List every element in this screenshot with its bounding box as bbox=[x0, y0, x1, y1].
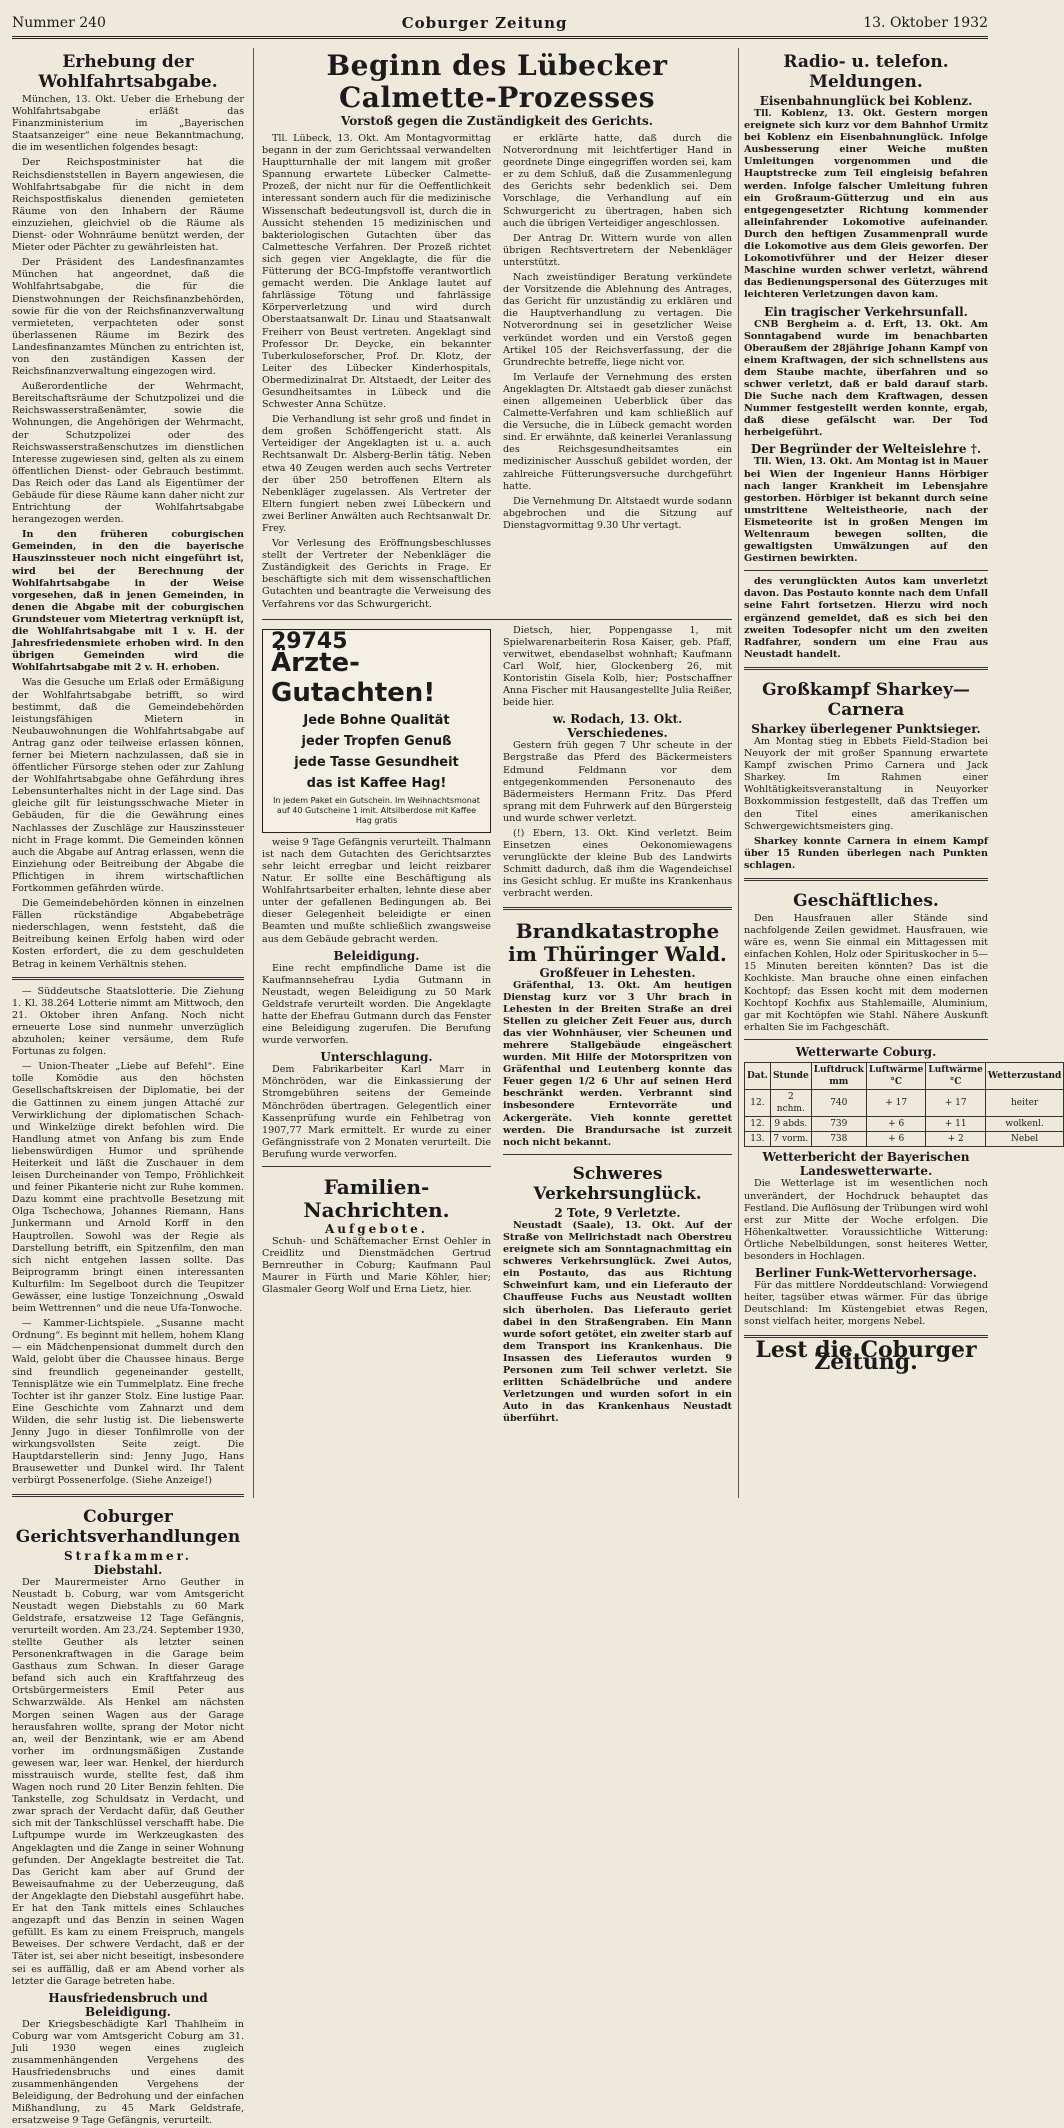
table-cell: + 17 bbox=[866, 1090, 925, 1117]
column-middle bbox=[262, 48, 732, 1498]
article-title: Brandkatastrophe im Thüringer Wald. bbox=[508, 918, 727, 966]
table-cell: 7 vorm. bbox=[770, 1132, 811, 1147]
table-cell: + 11 bbox=[926, 1117, 985, 1132]
article-paragraph: weise 9 Tage Gefängnis verurteilt. Thalmann ist nach dem Gutachten des Gerichtsarztes sehr leicht erregbar und leicht reizbarer Natur. Er sollte eine Beschäftigung als Wohlfahrtsarbeiter erhalten, lehnte diese aber unter der gefallenen Bedingungen ab. Bei dieser Gelegenheit beleidigte er einen Beamten und mußte schließlich zwangsweise aus dem Gebäude gebracht werden. bbox=[262, 836, 491, 945]
table-header-cell: Luftdruck mm bbox=[811, 1062, 866, 1089]
article-paragraph: Gräfenthal, 13. Okt. Am heutigen Dienstag kurz vor 3 Uhr brach in Lehesten in der Breiten Straße an drei Stellen zu gleicher Zeit Feuer aus, durch das vier Wohnhäuser, vier Scheunen und mehrere Stallgebäude eingeäschert wurden. Mit Hilfe der Motorspritzen von Gräfenthal und Leutenberg konnte das Feuer gegen 1/2 6 Uhr auf seinen Herd beschränkt werden. Verbrannt sind insbesondere Erntevorräte und Ackergeräte. Vieh konnte gerettet werden. Die Brandursache ist zurzeit noch nicht bekannt. bbox=[503, 979, 732, 1148]
divider bbox=[262, 619, 732, 620]
ad-headline: Ärzte-Gutachten! bbox=[271, 647, 436, 708]
table-cell: 12. bbox=[745, 1117, 771, 1132]
local-news-item: — Union-Theater „Liebe auf Befehl“. Eine tolle Komödie aus den höchsten Gesellschaftskreisen der Diplomatie, bei der die Gattinnen zu einem jungen Attaché zur Verwirklichung der diplomatischen Schach- und Winkelzüge direkt befohlen wird. Die Handlung atmet von Anfang bis zum Ende liebenswürdigen Humor und sprühende Heiterkeit und läßt die Zuschauer in dem leisen Durcheinander von Tempo, Fröhlichkeit und feiner Pikanterie nicht zur Ruhe kommen. Dazu kommt eine prachtvolle Besetzung mit Olga Tschechowa, Johannes Riemann, Hans Junkermann und Arnold Korff in den Hauptrollen. Sowohl was der Regie als Darstellung betrifft, ein Spitzenfilm, den man sich nicht entgehen lassen sollte. Das Beiprogramm bringt einen interessanten Kulturfilm: Im Segelboot durch die Teupitzer Gewässer, eine lustige Tonzeichnung „Oswald beim Wettrennen“ und die neue Ufa-Tonwoche. bbox=[12, 1061, 244, 1315]
page-number: Nummer 240 bbox=[12, 15, 106, 31]
article-paragraph: Tll. Wien, 13. Okt. Am Montag ist in Mauer bei Wien der Ingenieur Hanns Hörbiger nach langer Krankheit im Lebensjahre gestorben. Hörbiger ist bekannt durch seine umstrittene Welteistheorie, nach der Eismeteorite ist in großen Mengen im Weltenraum bewegen sollten, die gewaltigsten Umwälzungen auf den Gestirnen bewirkten. bbox=[744, 456, 988, 565]
section-title: Radio- u. telefon. Meldungen. bbox=[783, 52, 949, 92]
article-paragraph: Dietsch, hier, Poppengasse 1, mit Spielwarenarbeiterin Rosa Kaiser, geb. Pfaff, verwitwet, ebendaselbst wohnhaft; Kaufmann Carl Wolf, hier, Glockenberg 26, mit Kontoristin Gisela Kolb, hier; Postschaffner Anna Fischer mit Hausangestellte Julia Reißer, beide hier. bbox=[503, 624, 732, 709]
issue-date: 13. Oktober 1932 bbox=[863, 15, 988, 31]
table-cell: heiter bbox=[985, 1090, 1063, 1117]
local-news-item: — Kammer-Lichtspiele. „Susanne macht Ordnung“. Es beginnt mit hellem, hohem Klang — ein Mädchenpensionat dummelt durch den Wald, gelobt über die Chaussee hinaus. Berge sind freundlich gegeneinander gestellt, Tennisplätze wie ein Tummelplatz. Eine freche Tochter ist ihr ganzer Stolz. Eine lustige Paar. Eine Geschichte vom Zahnarzt und dem Wilden, die sehr lustig ist. Die liebenswerte Jenny Jugo in dieser Tonfilmrolle von der wirkungsvollsten Seite zeigt. Die Hauptdarstellerin sind: Jenny Jugo, Hans Brausewetter und Dunkel wird. Ihr Talent verbürgt Possenerfolge. (Siehe Anzeige!) bbox=[12, 1318, 244, 1487]
article-paragraph: Die Gemeindebehörden können in einzelnen Fällen rückständige Abgabebeträge niederschlagen, wenn feststeht, daß die Beitreibung keinen Erfolg haben wird oder Kosten erfordert, die zu dem geschuldeten Betrag in keinem Verhältnis stehen. bbox=[12, 898, 244, 970]
newspaper-promo: Lest die Coburger Zeitung. bbox=[744, 1335, 988, 1368]
article-paragraph: Die Verhandlung ist sehr groß und findet in dem großen Schöffengericht statt. Als Verteidiger der Angeklagten ist u. a. auch Rechtsanwalt Dr. Alsberg-Berlin tätig. Neben etwa 40 Zeugen werden auch sechs Vertreter der über 250 betroffenen Eltern als Nebenkläger zugelassen. Als Vertreter der Eltern fungiert neben zwei Lübeckern und zwei Berliner Anwälten auch Rechtsanwalt Dr. Frey. bbox=[262, 414, 491, 534]
table-cell: 13. bbox=[745, 1132, 771, 1147]
article-paragraph: Eine recht empfindliche Dame ist die Kaufmannsehefrau Lydia Gutmann in Neustadt, wegen Beleidigung zu 50 Mark Geldstrafe verurteilt worden. Die Angeklagte hatte der Ehefrau Gutmann durch das Fenster eine Beleidigung zugerufen. Die Berufung wurde verworfen. bbox=[262, 962, 491, 1047]
divider bbox=[12, 977, 244, 980]
table-cell: 738 bbox=[811, 1132, 866, 1147]
article-paragraph: Dem Fabrikarbeiter Karl Marr in Mönchröden, war die Einkassierung der Stromgebühren seitens der Gemeinde Mönchröden übertragen. Gelegentlich einer Kassenprüfung wurde ein Fehlbetrag von 1907,77 Mark ermittelt. Er wurde zu einer Gefängnisstrafe von 2 Monaten verurteilt. Die Berufung wurde verworfen. bbox=[262, 1064, 491, 1160]
column-rule bbox=[253, 48, 254, 1498]
article-paragraph: Der Reichspostminister hat die Reichsdienststellen in Bayern angewiesen, die Wohlfahrtsabgabe für die nicht in dem Reichspostfiskalus dienenden gemieteten Räume von den Inhabern der Räume einzuziehen, gleichviel ob die Räume als Dienst- oder Wohnräume benützt werden, der Mieter oder Pächter zu gewährleisten hat. bbox=[12, 157, 244, 254]
article-paragraph: Nach zweistündiger Beratung verkündete der Vorsitzende die Ablehnung des Antrages, das Gericht für unzuständig zu erklären und die Hauptverhandlung zu vertagen. Die Notverordnung sei in gesetzlicher Weise verkündet worden und ein Verstoß gegen Artikel 105 der Reichsverfassung, der die Grundrechte betreffe, liege nicht vor. bbox=[503, 272, 732, 368]
article-paragraph: In den früheren coburgischen Gemeinden, in den die bayerische Hauszinssteuer noch nicht eingeführt ist, wird bei der Berechnung der Wohlfahrtsabgabe in der Weise vorgesehen, daß in jenen Gemeinden, in denen die Abgabe mit der coburgischen Grundsteuer vom Mietertrag verknüpft ist, die Wohlfahrtsabgabe mit 1 v. H. der Jahresfriedensmiete erhoben wird. In den übrigen Gemeinden wird die Wohlfahrtsabgabe mit 2 v. H. erhoben. bbox=[12, 529, 244, 674]
table-cell: 9 abds. bbox=[770, 1117, 811, 1132]
subheading: Berliner Funk-Wettervorhersage. bbox=[755, 1266, 977, 1281]
article-paragraph: Die Wetterlage ist im wesentlichen noch unverändert, der Hochdruck behauptet das Festland. Die Auflösung der Trübungen wird wohl erst zur Mitte der Woche erfolgen. Die Höhenkaltwetter. Voraussichtliche Witterung: Örtliche Nebelbildungen, sonst heiteres Wetter, besonders in Hochlagen. bbox=[744, 1178, 988, 1263]
article-title: Erhebung der Wohlfahrtsabgabe. bbox=[38, 52, 218, 92]
article-paragraph: Der Kriegsbeschädigte Karl Thahlheim in Coburg war vom Amtsgericht Coburg am 31. Juli 1930 wegen eines zugleich zusammenhängenden Vergehens des Hausfriedensbruchs und eines damit zusammenhängenden Vergehens der Beleidigung, der Bedrohung und der einfachen Mißhandlung, zu 45 Mark Geldstrafe, ersatzweise 9 Tage Gefängnis, verurteilt. bbox=[12, 2018, 244, 2127]
article-paragraph: Die Vernehmung Dr. Altstaedt wurde sodann abgebrochen und die Sitzung auf Dienstagvormittag 9.30 Uhr vertagt. bbox=[503, 495, 732, 531]
article-paragraph: Für das mittlere Norddeutschland: Vorwiegend heiter, tagsüber etwas wärmer. Für das übrige Deutschland: Im Küstengebiet etwas Regen, sonst vielfach heiter, morgens Nebel. bbox=[744, 1280, 988, 1328]
section-title: Familien-Nachrichten. bbox=[303, 1175, 450, 1222]
article-paragraph: CNB Bergheim a. d. Erft, 13. Okt. Am Sonntagabend wurde im benachbarten Oberaußem der 28jährige Johann Kampf von einem Kraftwagen, der sich schnellstens aus dem Staube machte, überfahren und so schwer verletzt, daß er bald darauf starb. Die Suche nach dem Kraftwagen, dessen Nummer festgestellt werden konnte, ergab, daß diese gefälscht war. Der Tod herbeigeführt. bbox=[744, 318, 988, 439]
lead-subheadline: Vorstoß gegen die Zuständigkeit des Gerichts. bbox=[341, 114, 653, 128]
article-paragraph: Der Maurermeister Arno Geuther in Neustadt b. Coburg, war vom Amtsgericht Neustadt wegen Diebstahls zu 60 Mark Geldstrafe, ersatzweise 12 Tage Gefängnis, verurteilt worden. Am 23./24. September 1930, stellte Geuther als letzter seinen Personenkraftwagen in die Garage beim Gasthaus zum Schwan. In dieser Garage befand sich auch ein Kraftfahrzeug des Ortsbürgermeisters Emil Peter aus Schwarzwälde. Als Henkel am nächsten Morgen seinen Wagen aus der Garage herausfahren wollte, sprang der Motor nicht an, weil der Benzintank, wie er am Abend vorher im ordnungsmäßigen Zustande gewesen war, leer war. Henkel, der hierdurch misstrauisch wurde, stellte fest, daß ihm Wagen noch rund 20 Liter Benzin fehlten. Die Tankstelle, zog Schuldsatz in Verdacht, und zwar sprach der Verdacht dafür, daß Geuther sich mit der Tankschlüssel verschafft habe. Die Luftpumpe wurde im Werkzeugkasten des Angeklagten und die Zange in seiner Wohnung gefunden. Der Angeklagte bestreitet die Tat. Das Gericht kam aber auf Grund der Beweisaufnahme zu der Ueberzeugung, daß der Angeklagte den Diebstahl ausgeführt habe. Er hat den Tank mittels eines Schlauches angezapft und das Benzin in seinen Wagen gefüllt. Es kam zu einem Freispruch, mangels Beweises. Der schwere Verdacht, daß er der Täter ist, sei aber nicht beseitigt, insbesondere sei es auffällig, daß er am Abend vorher als letzter die Garage betreten habe. bbox=[12, 1576, 244, 1987]
subheading: Diebstahl. bbox=[93, 1562, 163, 1577]
article-title: Großkampf Sharkey—Carnera bbox=[762, 679, 970, 720]
subheading: Hausfriedensbruch und Beleidigung. bbox=[48, 1990, 208, 2019]
table-cell: + 6 bbox=[866, 1117, 925, 1132]
section-title: Geschäftliches. bbox=[793, 890, 939, 911]
table-header-cell: Luftwärme °C bbox=[926, 1062, 985, 1089]
table-cell: wolkenl. bbox=[985, 1117, 1063, 1132]
divider bbox=[12, 1494, 244, 1497]
lead-headline: Beginn des Lübecker Calmette-Prozesses bbox=[326, 49, 668, 114]
ad-fineprint: In jedem Paket ein Gutschein. Im Weihnachtsmonat auf 40 Gutscheine 1 imit. Altsilberdose mit Kaffee Hag gratis bbox=[273, 795, 480, 825]
article-paragraph: Im Verlaufe der Vernehmung des ersten Angeklagten Dr. Altstaedt gab dieser zunächst einen allgemeinen Ueberblick über das Calmette-Verfahren und kam schließlich auf die Versuche, die in Lübeck gemacht worden sind. Er erwähnte, daß keinerlei Veranlassung des Reichsgesundheitsamtes ein medizinischer Ausschuß gebildet worden, der zahlreiche Fütterungsversuche durchgeführt hatte. bbox=[503, 371, 732, 492]
article-subtitle: Sharkey überlegener Punktsieger. bbox=[751, 721, 981, 736]
divider bbox=[744, 1039, 988, 1040]
article-paragraph: Der Antrag Dr. Wittern wurde von allen übrigen Rechtsvertretern der Nebenkläger unterstützt. bbox=[503, 232, 732, 268]
column-rule bbox=[738, 48, 739, 1498]
table-cell: Nebel bbox=[985, 1132, 1063, 1147]
subheading: Wetterbericht der Bayerischen Landeswetterwarte. bbox=[762, 1150, 970, 1179]
article-paragraph: München, 13. Okt. Ueber die Erhebung der Wohlfahrtsabgabe erläßt das Finanzministerium im „Bayerischen Staatsanzeiger“ eine neue Bekanntmachung, die im wesentlichen folgendes besagt: bbox=[12, 94, 244, 154]
section-subtitle: Aufgebote. bbox=[325, 1222, 428, 1236]
table-row bbox=[745, 1117, 1064, 1132]
subheading: Eisenbahnunglück bei Koblenz. bbox=[759, 94, 973, 108]
table-cell: + 6 bbox=[866, 1132, 925, 1147]
local-news-item: — Süddeutsche Staatslotterie. Die Ziehung 1. Kl. 38.264 Lotterie nimmt am Mittwoch, den 21. Oktober ihren Anfang. Noch nicht erneuerte Lose sind nunmehr unverzüglich abzuholen; keiner versäume, dem Rufe Fortunas zu folgen. bbox=[12, 985, 244, 1058]
ad-slogan: das ist Kaffee Hag! bbox=[306, 775, 447, 791]
subheading: Ein tragischer Verkehrsunfall. bbox=[764, 304, 968, 319]
article-paragraph: Sharkey konnte Carnera in einem Kampf über 15 Runden überlegen nach Punkten schlagen. bbox=[744, 835, 988, 871]
ad-slogan: jede Tasse Gesundheit bbox=[294, 754, 459, 770]
table-cell: 12. bbox=[745, 1090, 771, 1117]
table-header-row bbox=[745, 1062, 1064, 1089]
table-row bbox=[745, 1132, 1064, 1147]
article-subtitle: 2 Tote, 9 Verletzte. bbox=[554, 1205, 681, 1220]
table-cell: 2 nchm. bbox=[770, 1090, 811, 1117]
subheading: w. Rodach, 13. Okt. Verschiedenes. bbox=[552, 712, 683, 741]
ad-slogan: Jede Bohne Qualität bbox=[303, 712, 450, 728]
divider bbox=[262, 1166, 491, 1167]
table-cell: 739 bbox=[811, 1117, 866, 1132]
subheading: Beleidigung. bbox=[333, 948, 420, 963]
article-title: Coburger Gerichtsverhandlungen bbox=[15, 1506, 241, 1547]
article-paragraph: Gestern früh gegen 7 Uhr scheute in der Bergstraße das Pferd des Bäckermeisters Edmund Feldmann vor dem entgegenkommenden Personenauto des Bädermeisters Hermann Fritz. Das Pferd sprang mit dem Fuhrwerk auf den Bürgersteig und wurde schwer verletzt. bbox=[503, 740, 732, 824]
weather-table bbox=[744, 1062, 1064, 1148]
divider bbox=[503, 907, 732, 910]
table-row bbox=[745, 1090, 1064, 1117]
subheading: Der Begründer der Welteislehre †. bbox=[750, 442, 982, 457]
article-subtitle: Großfeuer in Lehesten. bbox=[539, 965, 696, 980]
article-paragraph: Tll. Lübeck, 13. Okt. Am Montagvormittag begann in der zum Gerichtssaal verwandelten Hauptturnhalle der mit langem mit großer Spannung erwartete Lübecker Calmette-Prozeß, der nicht nur für die Oeffentlichkeit interessant sondern auch für die medizinische Wissenschaft bedeutungsvoll ist, durch die in Aussicht stehenden 15 medizinischen und bakteriologischen Gutachten über das Calmettesche Verfahren. Der Prozeß richtet sich gegen vier Angeklagte, die für die Fütterung der BCG-Impfstoffe verantwortlich gemacht werden. Die Anklage lautet auf fahrlässige Tötung und fahrlässige Körperverletzung und wird durch Oberstaatsanwalt Dr. Linau und Staatsanwalt Freiherr von Beust vertreten. Angeklagt sind Professor Dr. Deycke, ein bekannter Tuberkuloseforscher, Prof. Dr. Klotz, der Leiter des Lübecker Kinderhospitals, Obermedizinalrat Dr. Altstaedt, der Leiter des Gesundheitsamtes in Lübeck und die Schwester Anna Schütze. bbox=[262, 133, 491, 411]
article-paragraph: Vor Verlesung des Eröffnungsbeschlusses stellt der Vertreter der Nebenkläger die Zuständigkeit des Gerichts in Frage. Er beschäftigte sich mit dem wissenschaftlichen Gutachten und beantragte die Verweisung des Verfahrens vor das Schwurgericht. bbox=[262, 538, 491, 610]
table-cell: 740 bbox=[811, 1090, 866, 1117]
table-header-cell: Dat. bbox=[745, 1062, 771, 1089]
ad-slogan: jeder Tropfen Genuß bbox=[301, 733, 452, 749]
article-paragraph: er erklärte hatte, daß durch die Notverordnung mit leichtfertiger Hand in geordnete Dinge eingegriffen worden sei, kam er zu dem Schluß, daß die Zusammenlegung des Gerichts sehr bedenklich sei. Dem Vorschlage, die Verhandlung auf ein Schwurgericht zu übertragen, haben sich auch die übrigen Verteidiger angeschlossen. bbox=[503, 133, 732, 229]
article-paragraph: Der Präsident des Landesfinanzamtes München hat angeordnet, daß die Wohlfahrtsabgabe, die für die Dienstwohnungen der Reichsfinanzbehörden, sowie für die von der Reichsfinanzverwaltung vermieteten, verpachteten oder sonst überlassenen Räume im Bezirk des Landesfinanzamtes München zu entrichten ist, von den zuständigen Kassen der Reichsfinanzverwaltung eingezogen wird. bbox=[12, 257, 244, 378]
middle-lower-section bbox=[262, 625, 732, 1429]
article-paragraph: Schuh- und Schäftemacher Ernst Oehler in Creidlitz und Dienstmädchen Gertrud Bernreuther in Coburg; Kaufmann Paul Maurer in Fürth und Marie Köhler, hier; Glasmaler Georg Wolf und Erna Lietz, hier. bbox=[262, 1236, 491, 1296]
subheading: Unterschlagung. bbox=[320, 1050, 433, 1065]
divider bbox=[503, 1154, 732, 1155]
article-paragraph: Tll. Koblenz, 13. Okt. Gestern morgen ereignete sich kurz vor dem Bahnhof Urmitz bei Koblenz ein Eisenbahnunglück. Infolge Ausbesserung einer Weiche mußten Umleitungen vorgenommen und die Hauptstrecke zum Teil eingleisig befahren werden. Infolge falscher Umleitung fuhren ein Großraum-Gütterzug und ein aus entgegengesetzter Richtung kommender alleinfahrender Lokomotive aufeinander. Durch den heftigen Zusammenprall wurde die Lokomotive aus dem Gleis geworfen. Der Lokomotivführer und der Heizer dieser Maschine wurden schwer verletzt, während das Bedienungspersonal des Güterzuges mit leichteren Verletzungen davon kam. bbox=[744, 108, 988, 301]
masthead: Coburger Zeitung bbox=[401, 14, 568, 32]
table-header-cell: Luftwärme °C bbox=[866, 1062, 925, 1089]
article-paragraph: Neustadt (Saale), 13. Okt. Auf der Straße von Mellrichstadt nach Oberstreu ereignete sich am Sonntagnachmittag ein schweres Verkehrsunglück. Zwei Autos, ein Postauto, das aus Richtung Schweinfurt kam, und ein Lieferauto der Chauffeuse Fuchs aus Neustadt wollten sich überholen. Das Lieferauto geriet dabei in den Straßengraben. Ein Mann wurde sofort getötet, ein zweiter starb auf dem Transport ins Krankenhaus. Die Insassen des Lieferautos wurden 9 Personen zum Teil schwer verletzt. Sie erlitten Schädelbrüche und andere Verletzungen und wurden sofort in ein Auto in das Krankenhaus Neustadt überführt. bbox=[503, 1219, 732, 1425]
section-subtitle: Strafkammer. bbox=[64, 1548, 192, 1563]
article-paragraph: Was die Gesuche um Erlaß oder Ermäßigung der Wohlfahrtsabgabe betrifft, so wird bestimmt, daß die Gemeindebehörden leistungsfähigen Mietern in Neubauwohnungen die Wohlfahrtsabgabe auf Antrag ganz oder teilweise erlassen können, ferner bei Mietern nachzulassen, daß sie in öffentlicher Fürsorge stehen oder zur Zahlung der Wohlfahrtsabgabe ohne Gefährdung ihres Lebensunterhaltes nicht in der Lage sind. Das gleiche gilt für leistungsschwache Mieter in Gebäuden, für die die Gewährung eines Nachlasses der Zuschläge zur Hauszinssteuer nicht in Frage kommt. Die Gemeinden können auch die Abgabe auf Antrag erlassen, wenn die Einziehung oder Beitreibung der Abgabe die Pflichtigen in ihrem wirtschaftlichen Fortkommen gefährden würde. bbox=[12, 677, 244, 894]
article-paragraph: des verunglückten Autos kam unverletzt davon. Das Postauto konnte nach dem Unfall seine Fahrt fortsetzen. Hierzu wird noch ergänzend gemeldet, daß es sich bei den zweiten Todesopfer nicht um den zweiten Radfahrer, sondern um eine Frau aus Neustadt handelt. bbox=[744, 576, 988, 660]
divider bbox=[744, 878, 988, 881]
article-paragraph: Außerordentliche der Wehrmacht, Bereitschaftsräume der Schutzpolizei und die Reichswasserstraßenämter, sowie die Wohnungen, die Angehörigen der Wehrmacht, der Schutzpolizei oder des Reichswasserstraßenschutzes im dienstlichen Interesse zugewiesen sind, gelten als zu einem öffentlichen Dienst- oder Gebrauch bestimmt. Das Reich oder das Land als Eigentümer der Gebäude für diese Räume kann daher nicht zur Entrichtung der Wohlfahrtsabgabe herangezogen werden. bbox=[12, 381, 244, 526]
divider bbox=[744, 667, 988, 670]
kaffee-hag-advertisement bbox=[262, 629, 491, 833]
table-cell: + 17 bbox=[926, 1090, 985, 1117]
column-left bbox=[12, 48, 244, 2127]
table-header-cell: Wetterzustand bbox=[985, 1062, 1063, 1089]
table-header-cell: Stunde bbox=[770, 1062, 811, 1089]
weather-station-title: Wetterwarte Coburg. bbox=[795, 1044, 937, 1059]
article-title: Schweres Verkehrsunglück. bbox=[533, 1163, 702, 1204]
column-right bbox=[744, 48, 1062, 1498]
page-header bbox=[12, 10, 988, 39]
lead-article-body bbox=[262, 133, 732, 614]
divider bbox=[744, 570, 988, 571]
article-paragraph: (!) Ebern, 13. Okt. Kind verletzt. Beim Einsetzen eines Oekonomiewagens verunglückte der kleine Bub des Landwirts Schmitt dadurch, daß ihm die Wagendeichsel ins Gesicht schlug. Er mußte ins Krankenhaus verbracht werden. bbox=[503, 827, 732, 900]
ad-number: 29745 bbox=[271, 628, 348, 654]
table-cell: + 2 bbox=[926, 1132, 985, 1147]
article-paragraph: Den Hausfrauen aller Stände sind nachfolgende Zeilen gewidmet. Hausfrauen, wie wäre es, wenn Sie einmal ein Mittagessen mit einfachen Kohlen, Holz oder Spirituskocher in 5—15 Minuten bereiten könnten? Das ist die Kochkiste. Man brauche ohne einen einfachen Kochtopf; das Essen kocht mit dem modernen Kochtopf Kochfix aus Stahlemaille, Aluminium, gar mit Kochtöpfen wie Stahl. Nähere Auskunft erhalten Sie im Fachgeschäft. bbox=[744, 912, 988, 1033]
article-paragraph: Am Montag stieg in Ebbets Field-Stadion bei Neuyork der mit großer Spannung erwartete Kampf zwischen Primo Carnera und Jack Sharkey. Im Rahmen einer Wohltätigkeitsveranstaltung in Neuyorker Boxkommission festgestellt, daß das Treffen um den Titel eines amerikanischen Schwergewichtsmeisters ging. bbox=[744, 735, 988, 832]
